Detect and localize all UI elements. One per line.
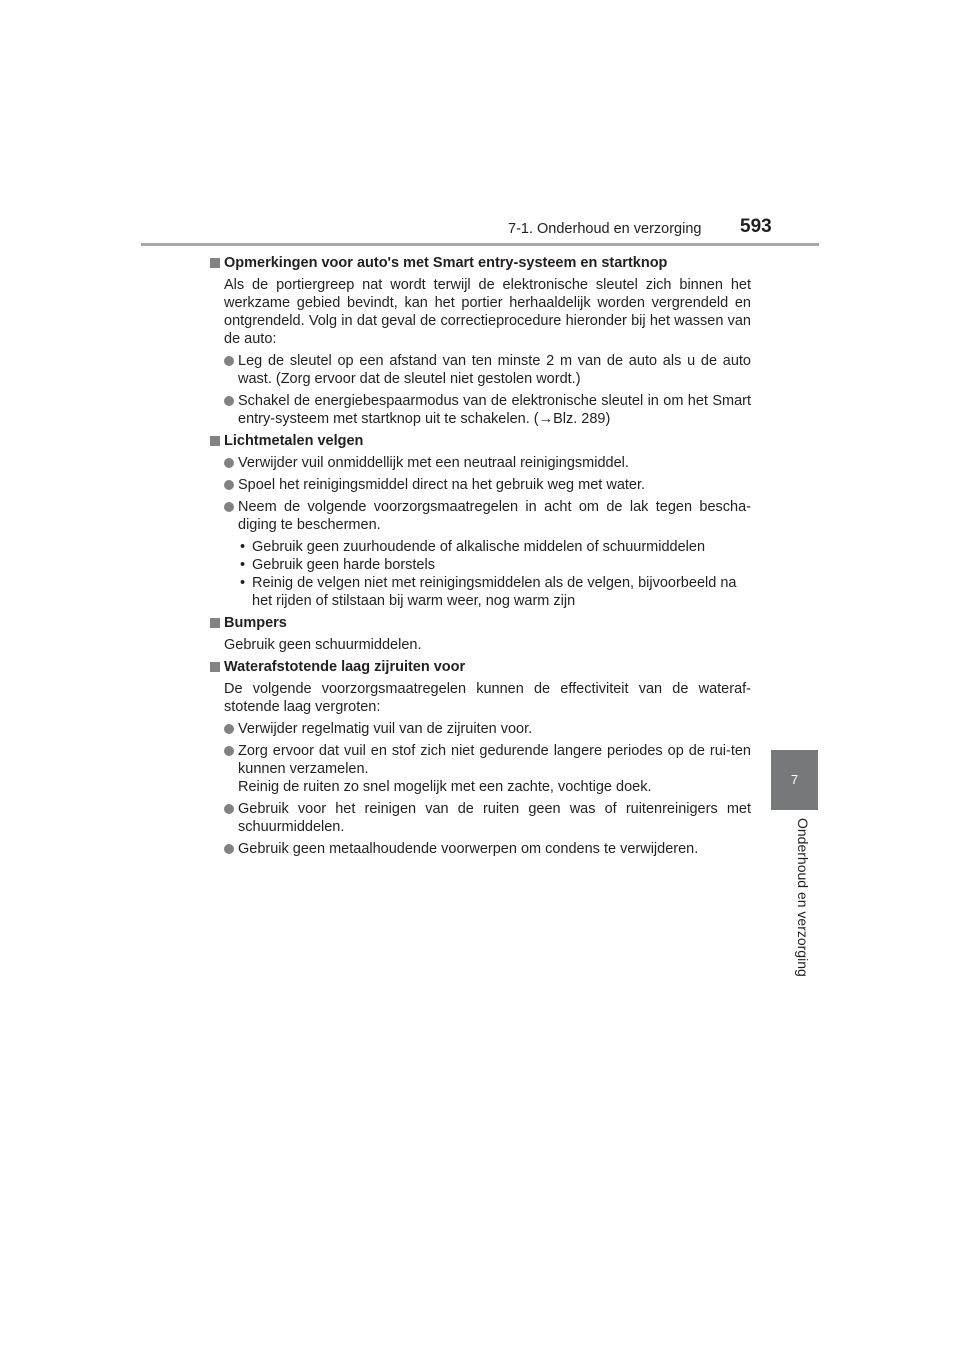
square-bullet-icon	[210, 258, 220, 268]
circle-bullet-icon	[224, 844, 234, 854]
dot-bullet-icon: •	[240, 539, 246, 555]
page-number: 593	[740, 216, 772, 237]
section-heading	[210, 432, 751, 450]
square-bullet-icon	[210, 662, 220, 672]
list-item-text: Neem de volgende voorzorgsmaatregelen in acht om de lak tegen bescha-diging te beschermen.	[238, 499, 751, 533]
section-heading-text: Waterafstotende laag zijruiten voor	[224, 659, 466, 675]
circle-bullet-icon	[224, 502, 234, 512]
list-item	[210, 498, 751, 534]
sub-list-item-text: Reinig de velgen niet met reinigingsmiddelen als de velgen, bijvoorbeeld na het rijden of stilstaan bij warm weer, nog warm zijn	[252, 575, 737, 609]
list-item-text: Reinig de ruiten zo snel mogelijk met een zachte, vochtige doek.	[238, 779, 652, 795]
list-item	[210, 352, 751, 388]
section-heading	[210, 658, 751, 676]
section-heading-text: Opmerkingen voor auto's met Smart entry-systeem en startknop	[224, 255, 668, 271]
list-item	[210, 476, 751, 494]
paragraph: De volgende voorzorgsmaatregelen kunnen de effectiviteit van de wateraf-stotende laag vergroten:	[224, 681, 751, 715]
list-item	[210, 840, 751, 858]
page-content	[210, 254, 751, 862]
chapter-tab: 7	[771, 750, 818, 810]
sub-list-item-text: Gebruik geen zuurhoudende of alkalische middelen of schuurmiddelen	[252, 539, 706, 555]
sub-list-item	[210, 556, 751, 574]
paragraph: Gebruik geen schuurmiddelen.	[224, 637, 422, 653]
circle-bullet-icon	[224, 480, 234, 490]
square-bullet-icon	[210, 618, 220, 628]
list-item	[210, 800, 751, 836]
list-item-text: Zorg ervoor dat vuil en stof zich niet gedurende langere periodes op de rui-ten kunnen verzamelen.	[238, 743, 751, 777]
circle-bullet-icon	[224, 458, 234, 468]
section-heading-text: Lichtmetalen velgen	[224, 433, 364, 449]
square-bullet-icon	[210, 436, 220, 446]
section-title: 7-1. Onderhoud en verzorging	[508, 221, 702, 237]
list-item-text: Schakel de energiebespaarmodus van de elektronische sleutel in om het Smart entry-systeem met startknop uit te schakelen. (→Blz. 289)	[238, 393, 751, 427]
list-item	[210, 454, 751, 472]
circle-bullet-icon	[224, 746, 234, 756]
circle-bullet-icon	[224, 724, 234, 734]
list-item	[210, 392, 751, 428]
section-heading	[210, 614, 751, 632]
section-heading	[210, 254, 751, 272]
section-heading-text: Bumpers	[224, 615, 287, 631]
list-item-text: Gebruik voor het reinigen van de ruiten geen was of ruitenreinigers met schuurmiddelen.	[238, 801, 751, 835]
list-item-text: Verwijder vuil onmiddellijk met een neutraal reinigingsmiddel.	[238, 455, 629, 471]
circle-bullet-icon	[224, 804, 234, 814]
chapter-tab-label: Onderhoud en verzorging	[795, 818, 811, 977]
dot-bullet-icon: •	[240, 557, 246, 573]
list-item-text: Verwijder regelmatig vuil van de zijruiten voor.	[238, 721, 533, 737]
sub-list	[210, 538, 751, 610]
paragraph: Als de portiergreep nat wordt terwijl de elektronische sleutel zich binnen het werkzame gebied bevindt, kan het portier herhaaldelijk worden vergrendeld en ontgrendeld. Volg in dat geval de correctieprocedure hieronder bij het wassen van de auto:	[224, 277, 751, 347]
sub-list-item-text: Gebruik geen harde borstels	[252, 557, 435, 573]
circle-bullet-icon	[224, 396, 234, 406]
sub-list-item	[210, 538, 751, 556]
dot-bullet-icon: •	[240, 575, 246, 591]
circle-bullet-icon	[224, 356, 234, 366]
list-item-text: Gebruik geen metaalhoudende voorwerpen om condens te verwijderen.	[238, 841, 699, 857]
sub-list-item	[210, 574, 751, 610]
list-item	[210, 720, 751, 738]
header-divider	[141, 243, 819, 246]
list-item-text: Leg de sleutel op een afstand van ten minste 2 m van de auto als u de auto wast. (Zorg ervoor dat de sleutel niet gestolen wordt.)	[238, 353, 751, 387]
list-item	[210, 742, 751, 796]
list-item-text: Spoel het reinigingsmiddel direct na het gebruik weg met water.	[238, 477, 646, 493]
